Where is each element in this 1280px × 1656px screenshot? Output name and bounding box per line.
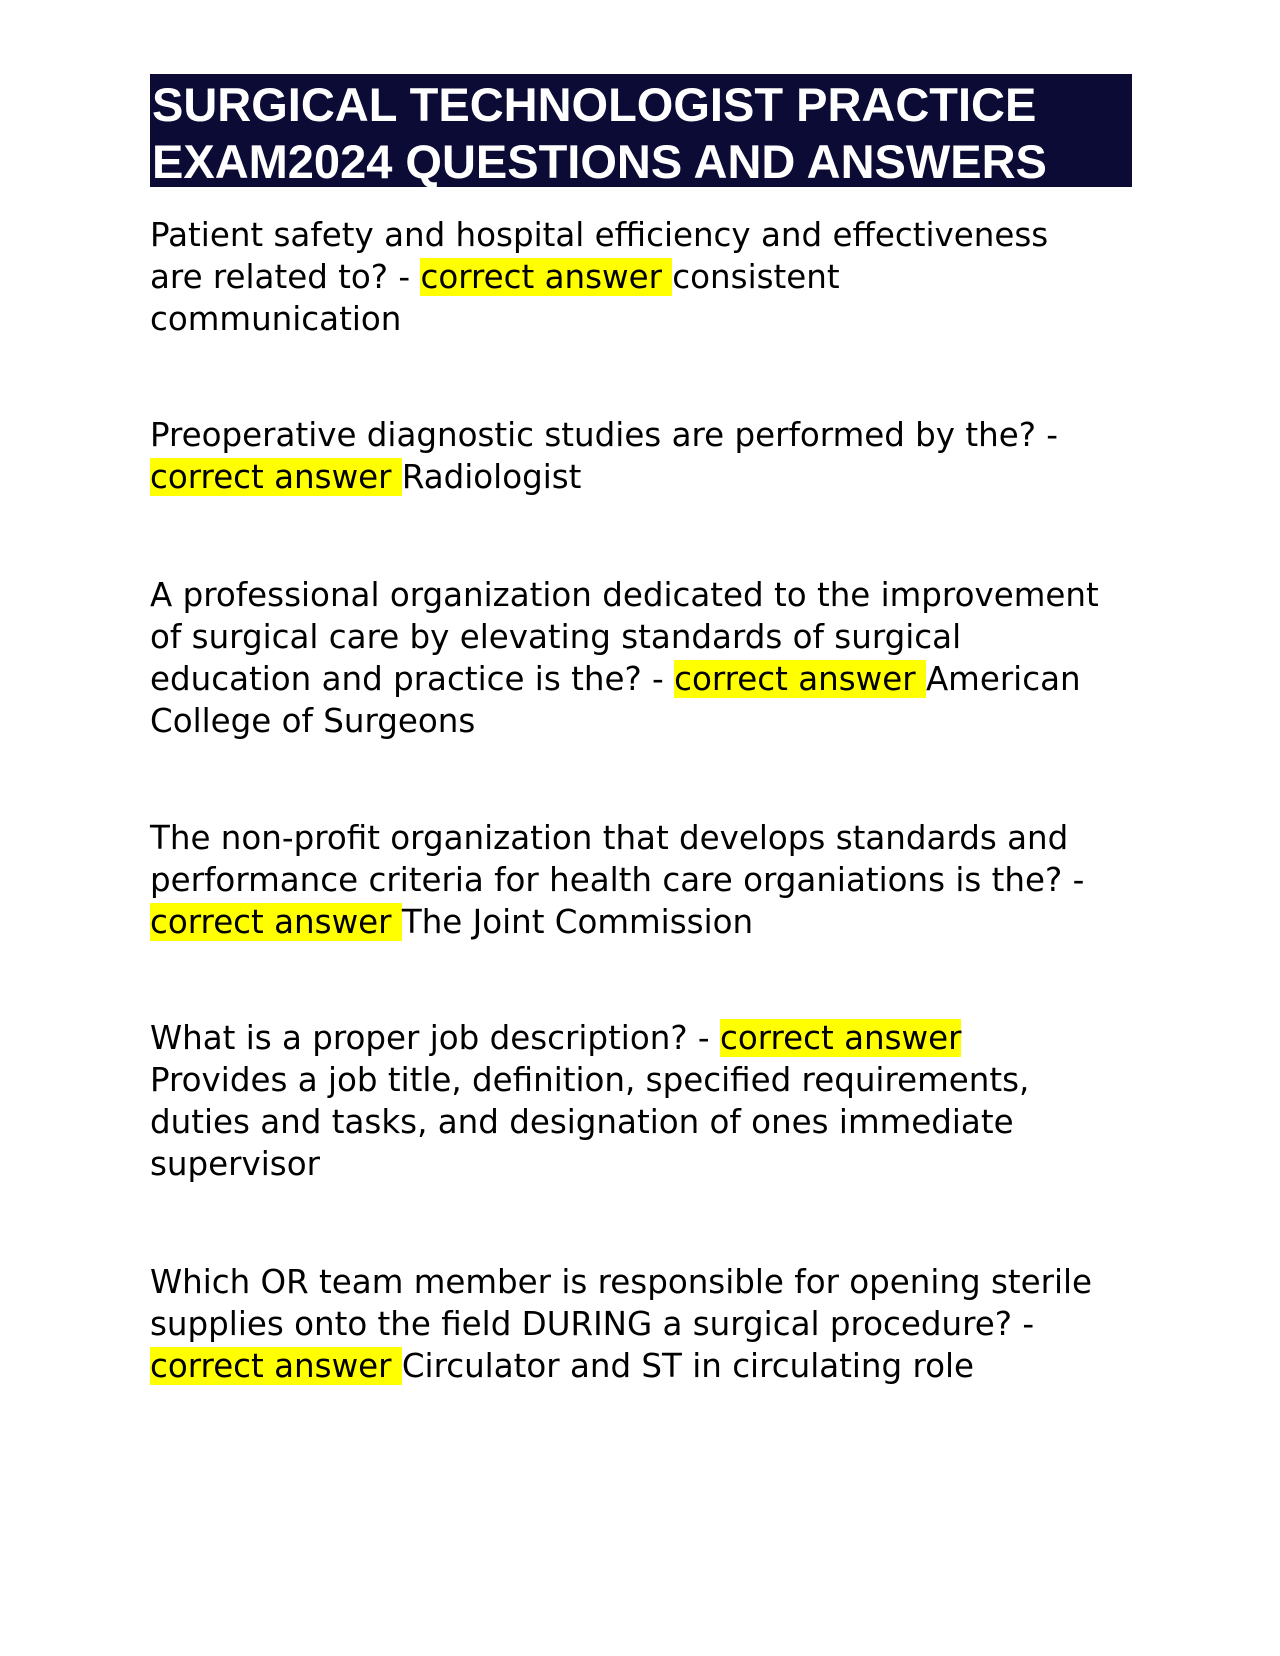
- answer-line: supervisor: [150, 1145, 320, 1183]
- correct-answer-marker: correct answer: [674, 660, 926, 698]
- correct-answer-marker: correct answer: [150, 903, 402, 941]
- question-line: of surgical care by elevating standards of surgical: [150, 618, 962, 656]
- question-line: Patient safety and hospital efficiency and effectiveness: [150, 216, 1049, 254]
- title-line-2: EXAM2024 QUESTIONS AND ANSWERS: [152, 135, 1047, 188]
- correct-answer-marker: correct answer: [150, 1347, 402, 1385]
- answer-text: American: [925, 660, 1081, 698]
- answer-line: [150, 456, 1132, 498]
- correct-answer-marker: correct answer: [719, 1019, 962, 1057]
- document-page: [150, 74, 1132, 1385]
- question-line: Preoperative diagnostic studies are performed by the? -: [150, 416, 1059, 454]
- answer-line: duties and tasks, and designation of ones immediate: [150, 1103, 1014, 1141]
- answer-line: [150, 901, 1132, 943]
- answer-text: Circulator and ST in circulating role: [401, 1347, 975, 1385]
- qa-item: [150, 817, 1132, 943]
- question-text: education and practice is the? -: [150, 660, 675, 698]
- question-line: Which OR team member is responsible for opening sterile: [150, 1263, 1093, 1301]
- qa-item: [150, 1261, 1132, 1387]
- title-line-1: SURGICAL TECHNOLOGIST PRACTICE: [152, 78, 1037, 131]
- question-line: supplies onto the field DURING a surgical procedure? -: [150, 1305, 1035, 1343]
- question-text: are related to? -: [150, 258, 421, 296]
- answer-line: [150, 658, 1132, 700]
- question-text: What is a proper job description? -: [150, 1019, 720, 1057]
- answer-line: communication: [150, 300, 402, 338]
- answer-line: [150, 1017, 1132, 1059]
- answer-line: [150, 256, 1132, 298]
- qa-item: [150, 214, 1132, 340]
- document-title: [150, 74, 1132, 187]
- question-line: The non-profit organization that develops standards and: [150, 819, 1069, 857]
- correct-answer-marker: correct answer: [420, 258, 673, 296]
- answer-line: Provides a job title, definition, specified requirements,: [150, 1061, 1030, 1099]
- question-line: A professional organization dedicated to the improvement: [150, 576, 1099, 614]
- qa-item: [150, 574, 1132, 742]
- question-line: performance criteria for health care organiations is the? -: [150, 861, 1085, 899]
- answer-text: Radiologist: [401, 458, 582, 496]
- answer-line: [150, 1345, 1132, 1387]
- answer-line: College of Surgeons: [150, 702, 476, 740]
- correct-answer-marker: correct answer: [150, 458, 402, 496]
- answer-text: The Joint Commission: [401, 903, 754, 941]
- qa-item: [150, 414, 1132, 498]
- answer-text: consistent: [672, 258, 840, 296]
- qa-item: [150, 1017, 1132, 1185]
